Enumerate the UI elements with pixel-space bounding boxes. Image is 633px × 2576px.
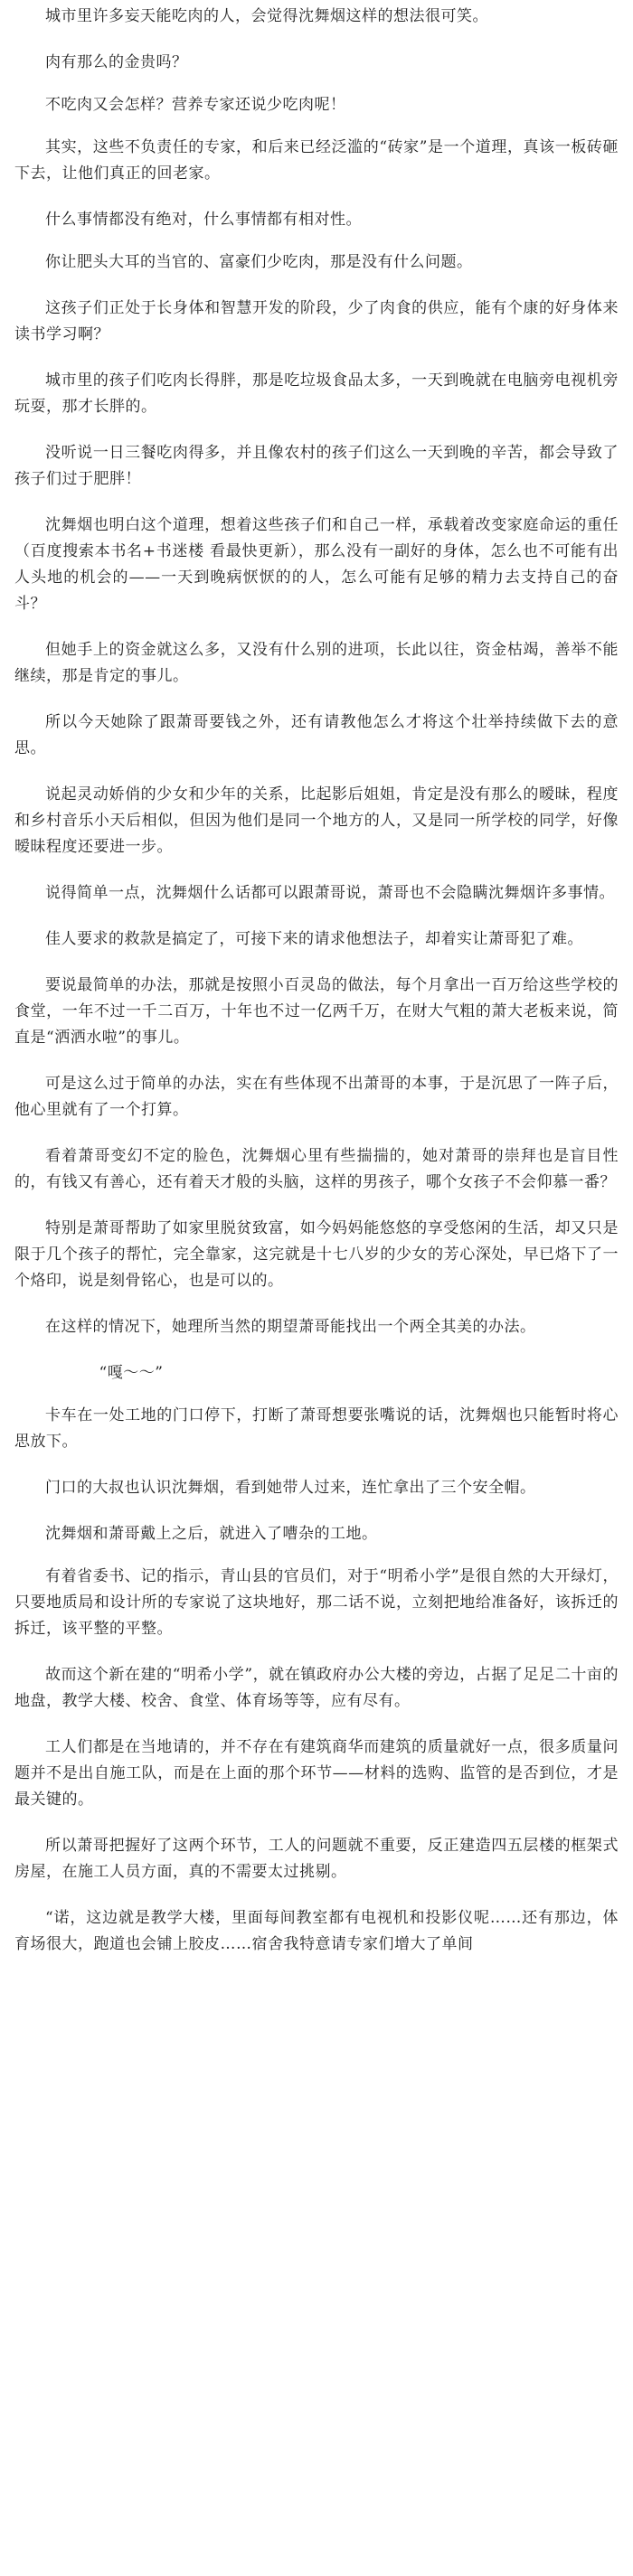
paragraph: 所以今天她除了跟萧哥要钱之外，还有请教他怎么才将这个壮举持续做下去的意思。 xyxy=(14,713,619,757)
paragraph: 没听说一日三餐吃肉得多，并且像农村的孩子们这么一天到晚的辛苦，都会导致了孩子们过于肥胖！ xyxy=(14,444,619,488)
paragraph: 有着省委书、记的指示，青山县的官员们，对于“明希小学”是很自然的大开绿灯，只要地质局和设计所的专家说了这块地好，那二话不说，立刻把地给准备好，该拆迁的拆迁，该平整的平整。 xyxy=(14,1567,619,1638)
paragraph: 说得简单一点，沈舞烟什么话都可以跟萧哥说，萧哥也不会隐瞒沈舞烟许多事情。 xyxy=(45,884,615,902)
paragraph: 城市里许多妄天能吃肉的人，会觉得沈舞烟这样的想法很可笑。 xyxy=(45,7,488,25)
paragraph: “诺，这边就是教学大楼，里面每间教室都有电视机和投影仪呢……还有那边，体育场很大，跑道也会铺上胶皮……宿舍我特意请专家们增大了单间 xyxy=(14,1909,619,1953)
paragraph: 但她手上的资金就这么多，又没有什么别的进项，长此以往，资金枯竭，善举不能继续，那是肯定的事儿。 xyxy=(14,641,619,685)
paragraph: 沈舞烟和萧哥戴上之后，就进入了嘈杂的工地。 xyxy=(45,1525,378,1543)
paragraph: 沈舞烟也明白这个道理，想着这些孩子们和自己一样，承载着改变家庭命运的重任（百度搜索本书名+书迷楼 看最快更新），那么没有一副好的身体，怎么也不可能有出人头地的机会的——一天到晚病恹恹的的人，怎么可能有足够的精力去支持自己的奋斗？ xyxy=(14,516,619,613)
paragraph: 可是这么过于简单的办法，实在有些体现不出萧哥的本事，于是沉思了一阵子后，他心里就有了一个打算。 xyxy=(14,1075,619,1119)
paragraph: 所以萧哥把握好了这两个环节，工人的问题就不重要，反正建造四五层楼的框架式房屋，在施工人员方面，真的不需要太过挑剔。 xyxy=(14,1837,619,1881)
paragraph: 不吃肉又会怎样？营养专家还说少吃肉呢！ xyxy=(45,96,346,114)
paragraph: 门口的大叔也认识沈舞烟，看到她带人过来，连忙拿出了三个安全帽。 xyxy=(45,1479,536,1497)
paragraph: 城市里的孩子们吃肉长得胖，那是吃垃圾食品太多，一天到晚就在电脑旁电视机旁玩耍，那才长胖的。 xyxy=(14,371,619,416)
paragraph: 卡车在一处工地的门口停下，打断了萧哥想要张嘴说的话，沈舞烟也只能暂时将心思放下。 xyxy=(14,1406,619,1451)
paragraph: 故而这个新在建的“明希小学”，就在镇政府办公大楼的旁边，占据了足足二十亩的地盘，教学大楼、校舍、食堂、体育场等等，应有尽有。 xyxy=(14,1666,619,1710)
paragraph: 肉有那么的金贵吗？ xyxy=(45,53,188,71)
paragraph: 佳人要求的救款是搞定了，可接下来的请求他想法子，却着实让萧哥犯了难。 xyxy=(45,930,583,948)
paragraph: 说起灵动娇俏的少女和少年的关系，比起影后姐姐，肯定是没有那么的暧昧，程度和乡村音乐小天后相似，但因为他们是同一个地方的人，又是同一所学校的同学，好像暧昧程度还要进一步。 xyxy=(14,785,619,856)
paragraph: 你让肥头大耳的当官的、富豪们少吃肉，那是没有什么问题。 xyxy=(45,253,473,271)
paragraph: 看着萧哥变幻不定的脸色，沈舞烟心里有些揣揣的，她对萧哥的崇拜也是盲目性的，有钱又有善心，还有着天才般的头脑，这样的男孩子，哪个女孩子不会仰慕一番？ xyxy=(14,1147,619,1191)
paragraph: 什么事情都没有绝对，什么事情都有相对性。 xyxy=(45,211,362,229)
paragraph: 在这样的情况下，她理所当然的期望萧哥能找出一个两全其美的办法。 xyxy=(45,1318,536,1336)
paragraph: “嘎～～” xyxy=(99,1364,164,1382)
paragraph: 这孩子们正处于长身体和智慧开发的阶段，少了肉食的供应，能有个康的好身体来读书学习啊？ xyxy=(14,299,619,343)
paragraph: 工人们都是在当地请的，并不存在有建筑商华而建筑的质量就好一点，很多质量问题并不是出自施工队，而是在上面的那个环节——材料的选购、监管的是否到位，才是最关键的。 xyxy=(14,1738,619,1809)
paragraph: 其实，这些不负责任的专家，和后来已经泛滥的“砖家”是一个道理，真该一板砖砸下去，让他们真正的回老家。 xyxy=(14,138,619,183)
paragraph: 要说最简单的办法，那就是按照小百灵岛的做法，每个月拿出一百万给这些学校的食堂，一年不过一千二百万，十年也不过一亿两千万，在财大气粗的萧大老板来说，简直是“洒洒水啦”的事儿。 xyxy=(14,976,619,1047)
paragraph: 特别是萧哥帮助了如家里脱贫致富，如今妈妈能悠悠的享受悠闲的生活，却又只是限于几个孩子的帮忙，完全靠家，这完就是十七八岁的少女的芳心深处，早已烙下了一个烙印，说是刻骨铭心，也是可以的。 xyxy=(14,1219,619,1290)
